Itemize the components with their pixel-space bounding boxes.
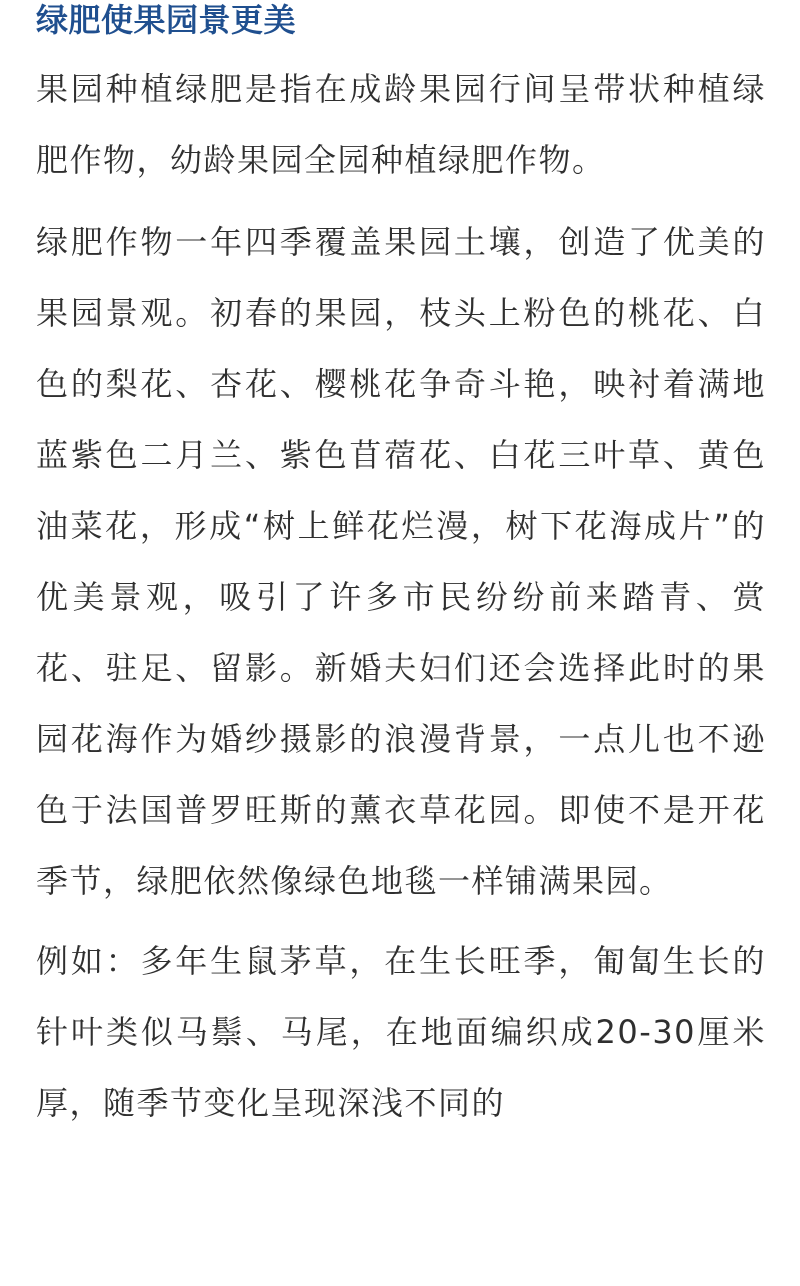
paragraph-intro: 果园种植绿肥是指在成龄果园行间呈带状种植绿肥作物，幼龄果园全园种植绿肥作物。 xyxy=(36,70,766,179)
paragraph-example: 例如：多年生鼠茅草，在生长旺季，匍匐生长的针叶类似马鬃、马尾，在地面编织成20-30厘米厚，随季节变化呈现深浅不同的 xyxy=(36,942,766,1122)
article-title: 绿肥使果园景更美 xyxy=(36,1,297,39)
paragraph-landscape: 绿肥作物一年四季覆盖果园土壤，创造了优美的果园景观。初春的果园，枝头上粉色的桃花、白色的梨花、杏花、樱桃花争奇斗艳，映衬着满地蓝紫色二月兰、紫色苜蓿花、白花三叶草、黄色油菜花，形成“树上鲜花烂漫，树下花海成片”的优美景观，吸引了许多市民纷纷前来踏青、赏花、驻足、留影。新婚夫妇们还会选择此时的果园花海作为婚纱摄影的浪漫背景，一点儿也不逊色于法国普罗旺斯的薰衣草花园。即使不是开花季节，绿肥依然像绿色地毯一样铺满果园。 xyxy=(36,223,766,900)
article xyxy=(36,0,766,1139)
